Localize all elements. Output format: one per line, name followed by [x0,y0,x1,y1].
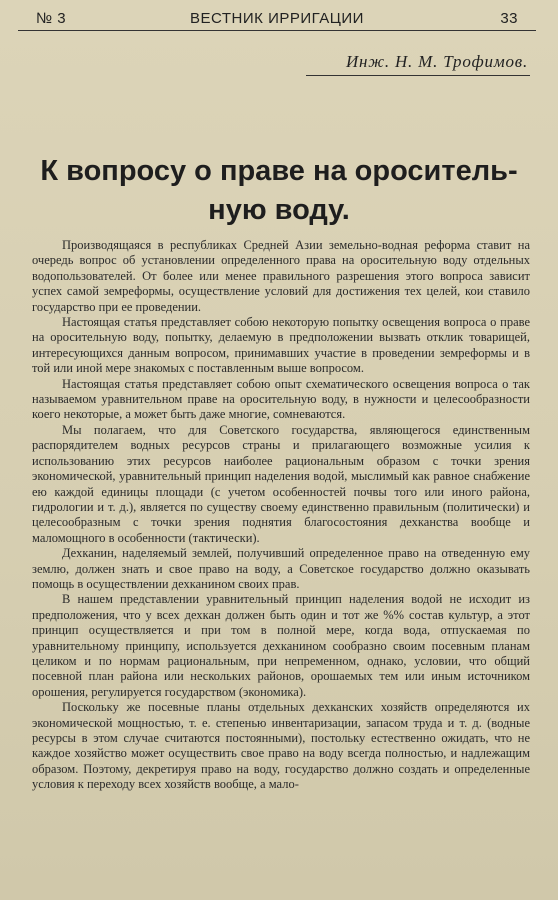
paragraph-5: Дехканин, наделяемый землей, получивший определенное право на отведенную ему землю, должен знать и свое право на воду, а Советское государство должно оказывать помощь в осуществлении дехканином своих прав. [32,546,530,591]
journal-title: ВЕСТНИК ИРРИГАЦИИ [190,10,364,27]
running-header [18,8,536,31]
issue-number: № 3 [36,10,67,27]
paragraph-2: Настоящая статья представляет собою некоторую попытку освещения вопроса о праве на оросительную воду, попытку, делаемую в предположении вызвать отклик товарищей, интересующихся данным вопросом, принимавших участие в проведении земреформы и в той или иной мере знакомых с поставленным выше вопросом. [32,315,530,376]
article-title: К вопросу о праве на ороситель-ную воду. [40,155,518,226]
article-body [32,238,530,793]
paragraph-1: Производящаяся в республиках Средней Азии земельно-водная реформа ставит на очередь вопрос об установлении определенного права на оросительную воду отдельных водопользователей. От более или менее правильного разрешения этого вопроса зависит успех самой земреформы, осуществление условий для достижения тех целей, кои ставило государство при ее проведении. [32,238,530,314]
paragraph-7: Поскольку же посевные планы отдельных дехканских хозяйств определяются их экономической мощностью, т. е. степенью инвентаризации, запасом труда и т. д. (водные ресурсы в этом случае считаются постоянными), постольку естественно ожидать, что не каждое хозяйство может осуществить свое право на воду всегда полностью, и надлежащим образом. Поэтому, декретируя право на воду, государство должно создать и определенные условия к переходу всех хозяйств вообще, а мало- [32,700,530,792]
author-name: Инж. Н. М. Трофимов. [306,52,530,76]
paragraph-3: Настоящая статья представляет собою опыт схематического освещения вопроса о так называемом уравнительном праве на оросительную воду, в нужности и целесообразности коего некоторые, а может быть даже многие, сомневаются. [32,376,530,422]
page-number: 33 [500,10,518,27]
paragraph-4: Мы полагаем, что для Советского государства, являющегося единственным распорядителем водных ресурсов страны и прилагающего возможные усилия к использованию этих ресурсов наиболее рациональным образом с точки зрения экономической, уравнительный принцип наделения водой, мыслимый как равное снабжение ею каждой единицы площади (с учетом особенностей почвы того или иного района, гидрологии и т. д.), является по существу своему единственно правильным (политически) и целесообразным с точки зрения поднятия благосостояния дехканства вообще и маломощного в особенности (тактически). [32,422,530,545]
paragraph-6: В нашем представлении уравнительный принцип наделения водой не исходит из предположения, что у всех дехкан должен быть один и тот же %% состав культур, а этот принцип осуществляется и при том в полной мере, когда вода, отпускаемая по уравнительному принципу, используется дехканином сообразно своим посевным планам целиком и по нормам рациональным, при непременном, однако, условии, что общий посевной план района или нескольких районов, орошаемых тем или иным источником орошения, регулируется государством (экономика). [32,592,530,699]
